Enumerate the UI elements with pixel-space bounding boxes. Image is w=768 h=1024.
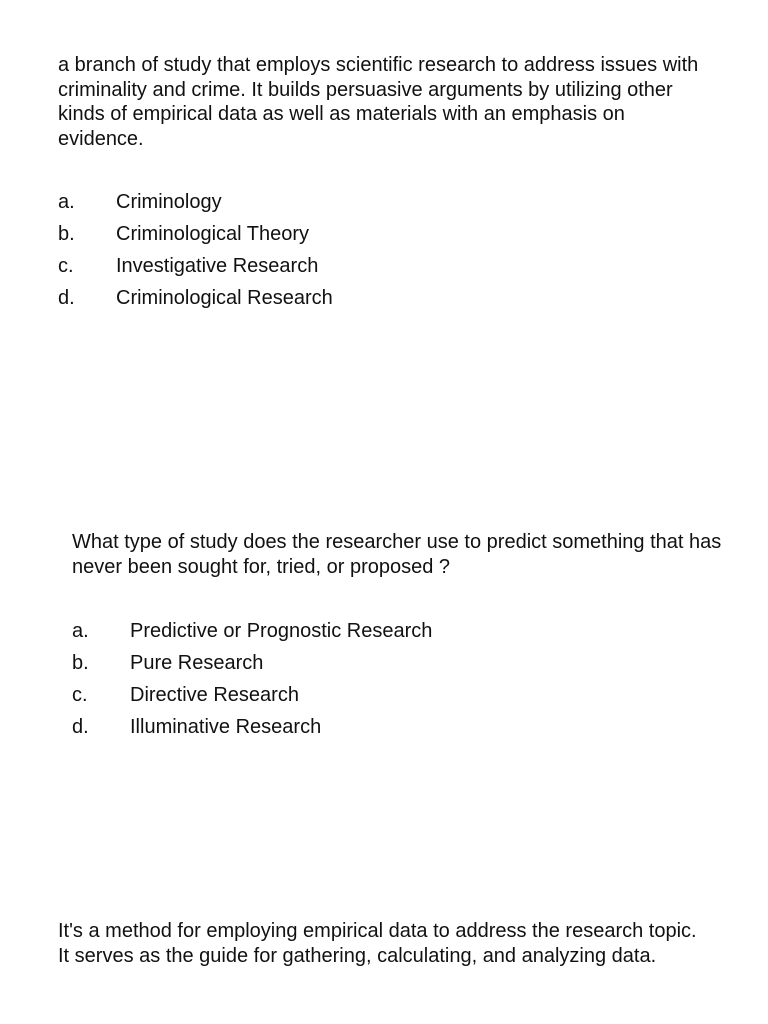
option-letter: d.: [58, 287, 75, 309]
question-3-text: It's a method for employing empirical data to address the research topic. It serves as the guide for gathering, calculating, and analyzing data.: [58, 920, 697, 967]
option-text: Predictive or Prognostic Research: [130, 620, 433, 642]
option-text: Criminological Theory: [116, 223, 310, 245]
option-text: Investigative Research: [116, 255, 319, 277]
question-2-option-c[interactable]: [72, 681, 432, 713]
question-2-options: [72, 617, 432, 745]
option-text: Criminology: [116, 191, 222, 213]
question-2-option-d[interactable]: [72, 713, 432, 745]
question-1-options: [58, 188, 333, 316]
question-1-option-c[interactable]: [58, 252, 333, 284]
option-letter: c.: [58, 255, 74, 277]
option-text: Illuminative Research: [130, 716, 322, 738]
option-text: Criminological Research: [116, 287, 333, 309]
option-letter: a.: [72, 620, 89, 642]
question-2-option-b[interactable]: [72, 649, 432, 681]
option-letter: b.: [72, 652, 89, 674]
option-text: Pure Research: [130, 652, 264, 674]
option-letter: b.: [58, 223, 75, 245]
question-1-option-d[interactable]: [58, 284, 333, 316]
question-1-option-a[interactable]: [58, 188, 333, 220]
option-letter: d.: [72, 716, 89, 738]
option-text: Directive Research: [130, 684, 299, 706]
question-2-option-a[interactable]: [72, 617, 432, 649]
option-letter: c.: [72, 684, 88, 706]
question-1-text: a branch of study that employs scientific research to address issues with criminality and crime. It builds persuasive arguments by utilizing other kinds of empirical data as well as materials with an emphasis on evidence.: [58, 54, 699, 150]
question-1-option-b[interactable]: [58, 220, 333, 252]
question-2-text: What type of study does the researcher use to predict something that has never been sought for, tried, or proposed ?: [72, 531, 722, 578]
option-letter: a.: [58, 191, 75, 213]
